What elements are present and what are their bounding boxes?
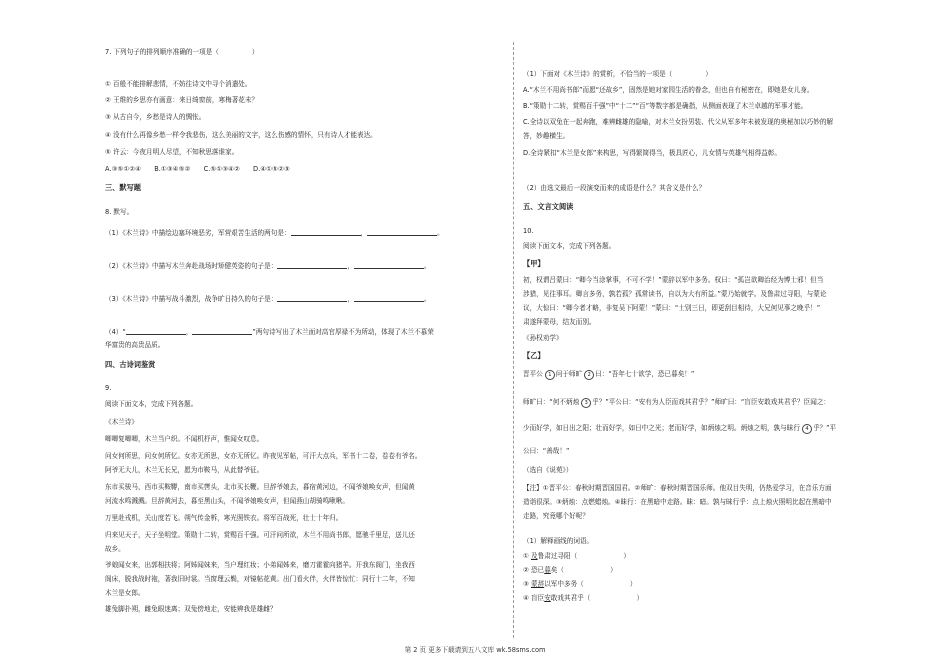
q8-item-2: （2）《木兰诗》中描写木兰奔赴战场时矫健英姿的句子是： ， 。	[105, 262, 431, 270]
poem-title: 《木兰诗》	[105, 418, 138, 426]
answer-blank[interactable]	[367, 228, 437, 236]
q9-option: C.全诗以双兔在一起奔跑，难辨雌雄的隐喻，对木兰女扮男装、代父从军多年未被发现的奥秘加以巧妙的解	[523, 118, 834, 126]
passage-a-line: 肃遂拜蒙母，结友而别。	[523, 318, 596, 326]
section-heading-dictation: 三、默写题	[105, 183, 141, 192]
poem-line: 阁床，脱我战时袍，著我旧时裳。当窗理云鬓，对镜帖花黄。出门看火伴，火伴皆惊忙：同行十二年，不知	[105, 575, 415, 583]
q7-item: ② 王维的乡思亦有画意：来日绮窗前，寒梅著花未？	[105, 96, 259, 104]
poem-line: 唧唧复唧唧，木兰当户织。不闻机杼声，惟闻女叹息。	[105, 435, 264, 443]
passage-a-line: 涉猎，见往事耳。卿言多务，孰若孤？孤常读书，自以为大有所益。”蒙乃始就学。及鲁肃过寻阳，与蒙论	[523, 290, 827, 298]
footnote-line: 造诣很深。③炳烛：点燃蜡烛。④昧行：在黑暗中走路。昧：暗。孰与昧行乎：点上烛火照明比起在黑暗中	[523, 498, 832, 506]
q7-item: ④ 没有什么再像乡愁一样令我悲伤，这么美丽的文字，这么伤感的情怀，只有诗人才能表达。	[105, 131, 377, 139]
vocab-item: ③ 蒙辞以军中多务（ ）	[523, 580, 637, 588]
q8-item-4: （4）“ ， ”两句诗写出了木兰面对高官厚禄不为所动，体现了木兰不慕荣	[105, 328, 434, 336]
q8-title: 8. 默写。	[105, 208, 134, 216]
poem-line: 东市买骏马，西市买鞍鞯，南市买辔头，北市买长鞭。旦辞爷娘去，暮宿黄河边，不闻爷娘唤女声，但闻黄	[105, 483, 415, 491]
section-heading-poetry: 四、古诗词鉴赏	[105, 360, 156, 369]
footnote-line: 走路，究竟哪个好呢？	[523, 512, 589, 520]
poem-line: 爷娘闻女来，出郭相扶将；阿姊闻妹来，当户理红妆；小弟闻姊来，磨刀霍霍向猪羊。开我东阁门，坐我西	[105, 561, 415, 569]
q7-item: ③ 从古自今，乡愁是诗人的惆怅。	[105, 113, 206, 121]
q9-number: 9.	[105, 384, 112, 392]
q9-option: A.“木兰不用尚书郎”而愿“还故乡”，固然是她对家园生活的眷念，但也自有秘密在，即她是女儿身。	[523, 86, 814, 94]
footnote-marker: 4	[800, 421, 813, 430]
column-divider	[513, 42, 514, 638]
answer-blank[interactable]	[277, 261, 347, 269]
passage-a-label: 【甲】	[523, 259, 545, 268]
vocab-item: ① 及鲁肃过寻阳（ ）	[523, 552, 630, 560]
poem-line: 阿爷无大儿，木兰无长兄，愿为市鞍马，从此替爷征。	[105, 466, 264, 474]
q7-options: A.③⑤①②④ B.①③④⑤② C.⑤①③④② D.④①⑤②③	[105, 165, 290, 173]
poem-line: 木兰是女郎。	[105, 589, 145, 597]
q9-intro: 阅读下面文本，完成下列各题。	[105, 400, 198, 408]
passage-b-label: 【乙】	[523, 351, 545, 360]
q7-item: ① 百般不能排解悲情，不妨往诗文中寻个消遣处。	[105, 80, 252, 88]
q7-item: ⑤ 许云：今夜月明人尽望，不知秋思落谁家。	[105, 148, 239, 156]
passage-a-line: 初，权谓吕蒙曰：“卿今当涂掌事，不可不学！”蒙辞以军中多务。权曰：“孤岂欲卿治经为博士邪！但当	[523, 276, 824, 284]
footnote-marker: 2	[582, 367, 595, 376]
q9-option: D.全诗紧扣“木兰是女郎”来构思，写得繁简得当，极具匠心，儿女情与英雄气相得益彰。	[523, 149, 781, 157]
footnote-marker: 1	[543, 367, 556, 376]
poem-line: 雄兔脚扑朔，雌兔眼迷离；双兔傍地走，安能辨我是雄雌？	[105, 605, 277, 613]
q10-intro: 阅读下面文本，完成下列各题。	[523, 242, 616, 250]
answer-blank[interactable]	[192, 327, 252, 335]
q9-option: B.“策勋十二转，赏赐百千强”中“十二”“百”等数字都是确指，从侧面表现了木兰卓越的军事才能。	[523, 102, 808, 110]
answer-blank[interactable]	[126, 327, 186, 335]
passage-b-source: （选自《说苑》）	[523, 466, 573, 474]
passage-b-line: 晋平公 1 问于师旷 2 曰：“吾年七十欲学，恐已暮矣！”	[523, 367, 694, 379]
passage-b-line: 公曰：“善哉！”	[523, 447, 570, 455]
passage-b-line: 少而好学，如日出之阳；壮而好学，如日中之光；老而好学，如炳烛之明。炳烛之明，孰与昧行 4 乎？”平	[523, 421, 836, 433]
vocab-item: ② 恐已暮矣（ ）	[523, 566, 617, 574]
answer-blank[interactable]	[354, 261, 424, 269]
poem-line: 问女何所思，问女何所忆。女亦无所思，女亦无所忆。昨夜见军帖，可汗大点兵，军书十二卷，卷卷有爷名。	[105, 452, 422, 460]
poem-line: 河流水鸣溅溅。旦辞黄河去，暮至黑山头，不闻爷娘唤女声，但闻燕山胡骑鸣啾啾。	[105, 497, 349, 505]
answer-blank[interactable]	[277, 294, 347, 302]
answer-blank[interactable]	[291, 228, 361, 236]
passage-b-line: 师旷曰：“何不炳烛 3 乎？”平公曰：“安有为人臣而戏其君乎？”师旷曰：“盲臣安敢戏其君乎？臣闻之：	[523, 395, 830, 407]
page-footer: 第 2 页 更多下载请到五八文库 wk.58sms.com	[404, 646, 546, 654]
poem-line: 归来见天子，天子坐明堂。策勋十二转，赏赐百千强。可汗问所欲，木兰不用尚书郎，愿驰千里足，送儿还	[105, 531, 415, 539]
passage-a-line: 议，大惊曰：“卿今者才略，非复吴下阿蒙！”蒙曰：“士别三日，即更刮目相待，大兄何见事之晚乎！”	[523, 304, 821, 312]
poem-line: 万里赴戎机，关山度若飞。朔气传金柝，寒光照铁衣。将军百战死，壮士十年归。	[105, 514, 343, 522]
q8-item-1: （1）《木兰诗》中描绘边塞环境恶劣，军营艰苦生活的两句是： ， 。	[105, 229, 444, 237]
q9-part1-title: （1）下面对《木兰诗》的赏析，不恰当的一项是（ ）	[523, 70, 712, 78]
q9-option: 答，妙趣横生。	[523, 132, 570, 140]
answer-blank[interactable]	[354, 294, 424, 302]
q8-item-3: （3）《木兰诗》中描写战斗激烈，战争旷日持久的句子是： ， 。	[105, 295, 431, 303]
q9-part2-title: （2）由选文最后一段演变而来的成语是什么？其含义是什么？	[523, 184, 706, 192]
vocab-item: ④ 盲臣安敢戏其君乎（ ）	[523, 594, 644, 602]
footnote-marker: 3	[579, 395, 592, 404]
q7-title: 7. 下列句子的排列顺序准确的一项是（ ）	[105, 48, 259, 56]
section-heading-classical: 五、文言文阅读	[523, 202, 574, 211]
q8-item-4-cont: 华富贵的高贵品质。	[105, 341, 165, 349]
poem-line: 故乡。	[105, 545, 125, 553]
footnote-line: 【注】①晋平公：春秋时期晋国国君。②师旷：春秋时期晋国乐师。他双目失明，仍热爱学习，在音乐方面	[523, 484, 832, 492]
q10-number: 10.	[523, 227, 534, 235]
q10-part1-title: （1）解释画线的词语。	[523, 537, 594, 545]
passage-a-source: 《孙权劝学》	[523, 334, 563, 342]
